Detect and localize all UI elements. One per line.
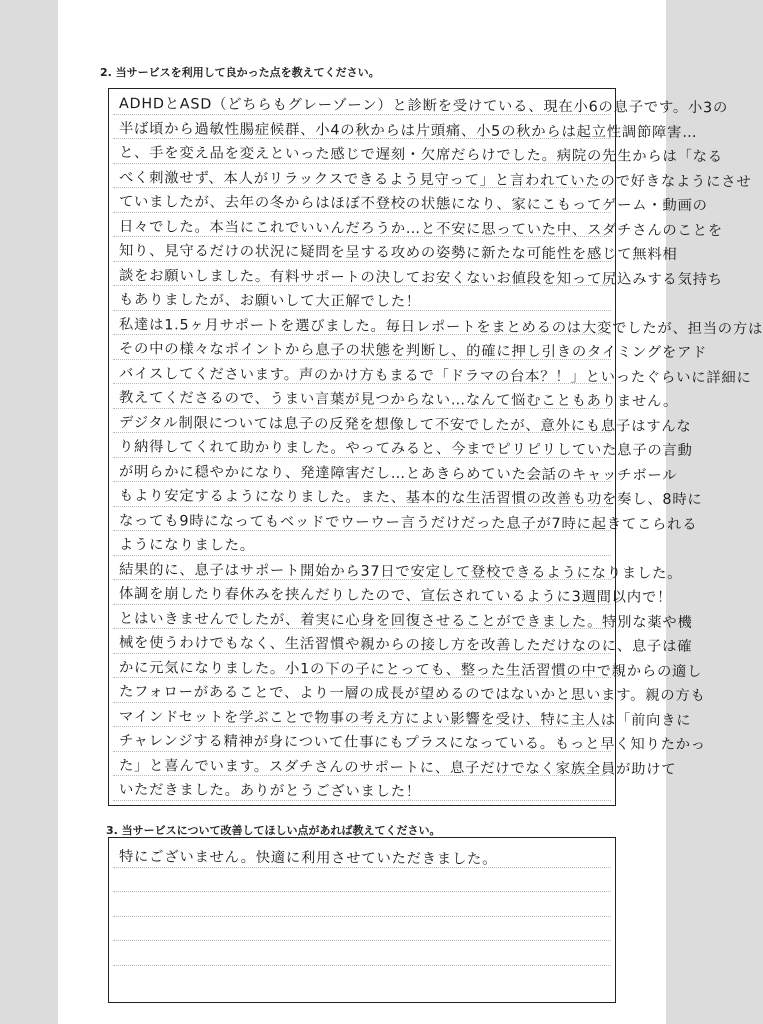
ruled-line: [113, 916, 611, 917]
handwritten-line: 談をお願いしました。有料サポートの決してお安くないお値段を知って尻込みする気持ち: [118, 267, 723, 288]
handwritten-line: とはいきませんでしたが、着実に心身を回復させることができました。特別な薬や機: [118, 610, 693, 631]
ruled-line: [113, 965, 611, 966]
handwritten-line: と、手を変え品を変えといった感じで遅刻・欠席だらけでした。病院の先生からは「なる: [118, 145, 723, 166]
handwritten-line: デジタル制限については息子の反発を想像して不安でしたが、意外にも息子はすんな: [118, 414, 692, 435]
handwritten-line: なっても9時になってもベッドでウーウー言うだけだった息子が7時に起きてこられる: [118, 512, 698, 533]
handwritten-line: 体調を崩したり春休みを挟んだりしたので、宣伝されているように3週間以内で！: [118, 586, 673, 606]
handwritten-line: マインドセットを学ぶことで物事の考え方によい影響を受け、特に主人は「前向きに: [118, 708, 692, 729]
handwritten-line: もより安定するようになりました。また、基本的な生活習慣の改善も功を奏し、8時に: [118, 488, 703, 509]
handwritten-line: り納得してくれて助かりました。やってみると、今までピリピリしていた息子の言動: [118, 439, 693, 460]
handwritten-line: ていましたが、去年の冬からはほぼ不登校の状態になり、家にこもってゲーム・動画の: [118, 194, 708, 215]
handwritten-line: が明らかに穏やかになり、発達障害だし…とあきらめていた会話のキャッチボール: [118, 463, 678, 484]
handwritten-line: もありましたが、お願いして大正解でした！: [118, 292, 421, 311]
handwritten-line: ようになりました。: [118, 537, 255, 554]
handwritten-line: 結果的に、息子はサポート開始から37日で安定して登校できるようになりました。: [118, 561, 683, 582]
handwritten-line: たフォローがあることで、より一層の成長が望めるのではないかと思います。親の方も: [118, 684, 706, 705]
ruled-line: [113, 940, 611, 941]
handwritten-line: いただきました。ありがとうございました！: [118, 782, 421, 801]
handwritten-line: べく刺激せず、本人がリラックスできるよう見守って」と言われていたので好きなようにさせ: [118, 169, 752, 190]
handwritten-line: 械を使うわけでもなく、生活習慣や親からの接し方を改善しただけなのに、息子は確: [118, 635, 693, 656]
answer-box-2: [108, 88, 763, 806]
handwritten-line: 半ば頃から過敏性腸症候群、小4の秋からは片頭痛、小5の秋からは起立性調節障害…: [118, 120, 698, 141]
survey-sheet: [58, 0, 763, 1024]
handwritten-line: チャレンジする精神が身について仕事にもプラスになっている。もっと早く知りたかっ: [118, 733, 706, 754]
handwritten-line: ADHDとASD（どちらもグレーゾーン）と診断を受けている、現在小6の息子です。小3の: [118, 96, 729, 117]
handwritten-line: かに元気になりました。小1の下の子にとっても、整った生活習慣の中で親からの適し: [118, 659, 703, 680]
handwritten-line: その中の様々なポイントから息子の状態を判断し、的確に押し引きのタイミングをアド: [118, 341, 708, 362]
handwritten-line: 特にございません。快適に利用させていただきました。: [118, 849, 498, 868]
ruled-line: [113, 891, 611, 892]
handwritten-line: た」と喜んでいます。スダチさんのサポートに、息子だけでなく家族全員が助けて: [118, 757, 677, 778]
handwritten-line: 私達は1.5ヶ月サポートを選びました。毎日レポートをまとめるのは大変でしたが、担当の方は: [118, 316, 763, 337]
answer-box-3: [108, 837, 616, 1003]
handwritten-line: 日々でした。本当にこれでいいんだろうか…と不安に思っていた中、スダチさんのことを: [118, 218, 723, 239]
handwritten-line: 教えてくださるので、うまい言葉が見つからない…なんて悩むこともありません。: [118, 390, 679, 410]
handwritten-line: 知り、見守るだけの状況に疑問を呈する攻めの姿勢に新たな可能性を感じて無料相: [118, 243, 678, 263]
question-3-title: 3. 当サービスについて改善してほしい点があれば教えてください。: [106, 824, 441, 837]
question-2-title: 2. 当サービスを利用して良かった点を教えてください。: [100, 66, 380, 79]
handwritten-line: バイスしてくださいます。声のかけ方もまるで「ドラマの台本？！」といったぐらいに詳細に: [118, 365, 752, 386]
